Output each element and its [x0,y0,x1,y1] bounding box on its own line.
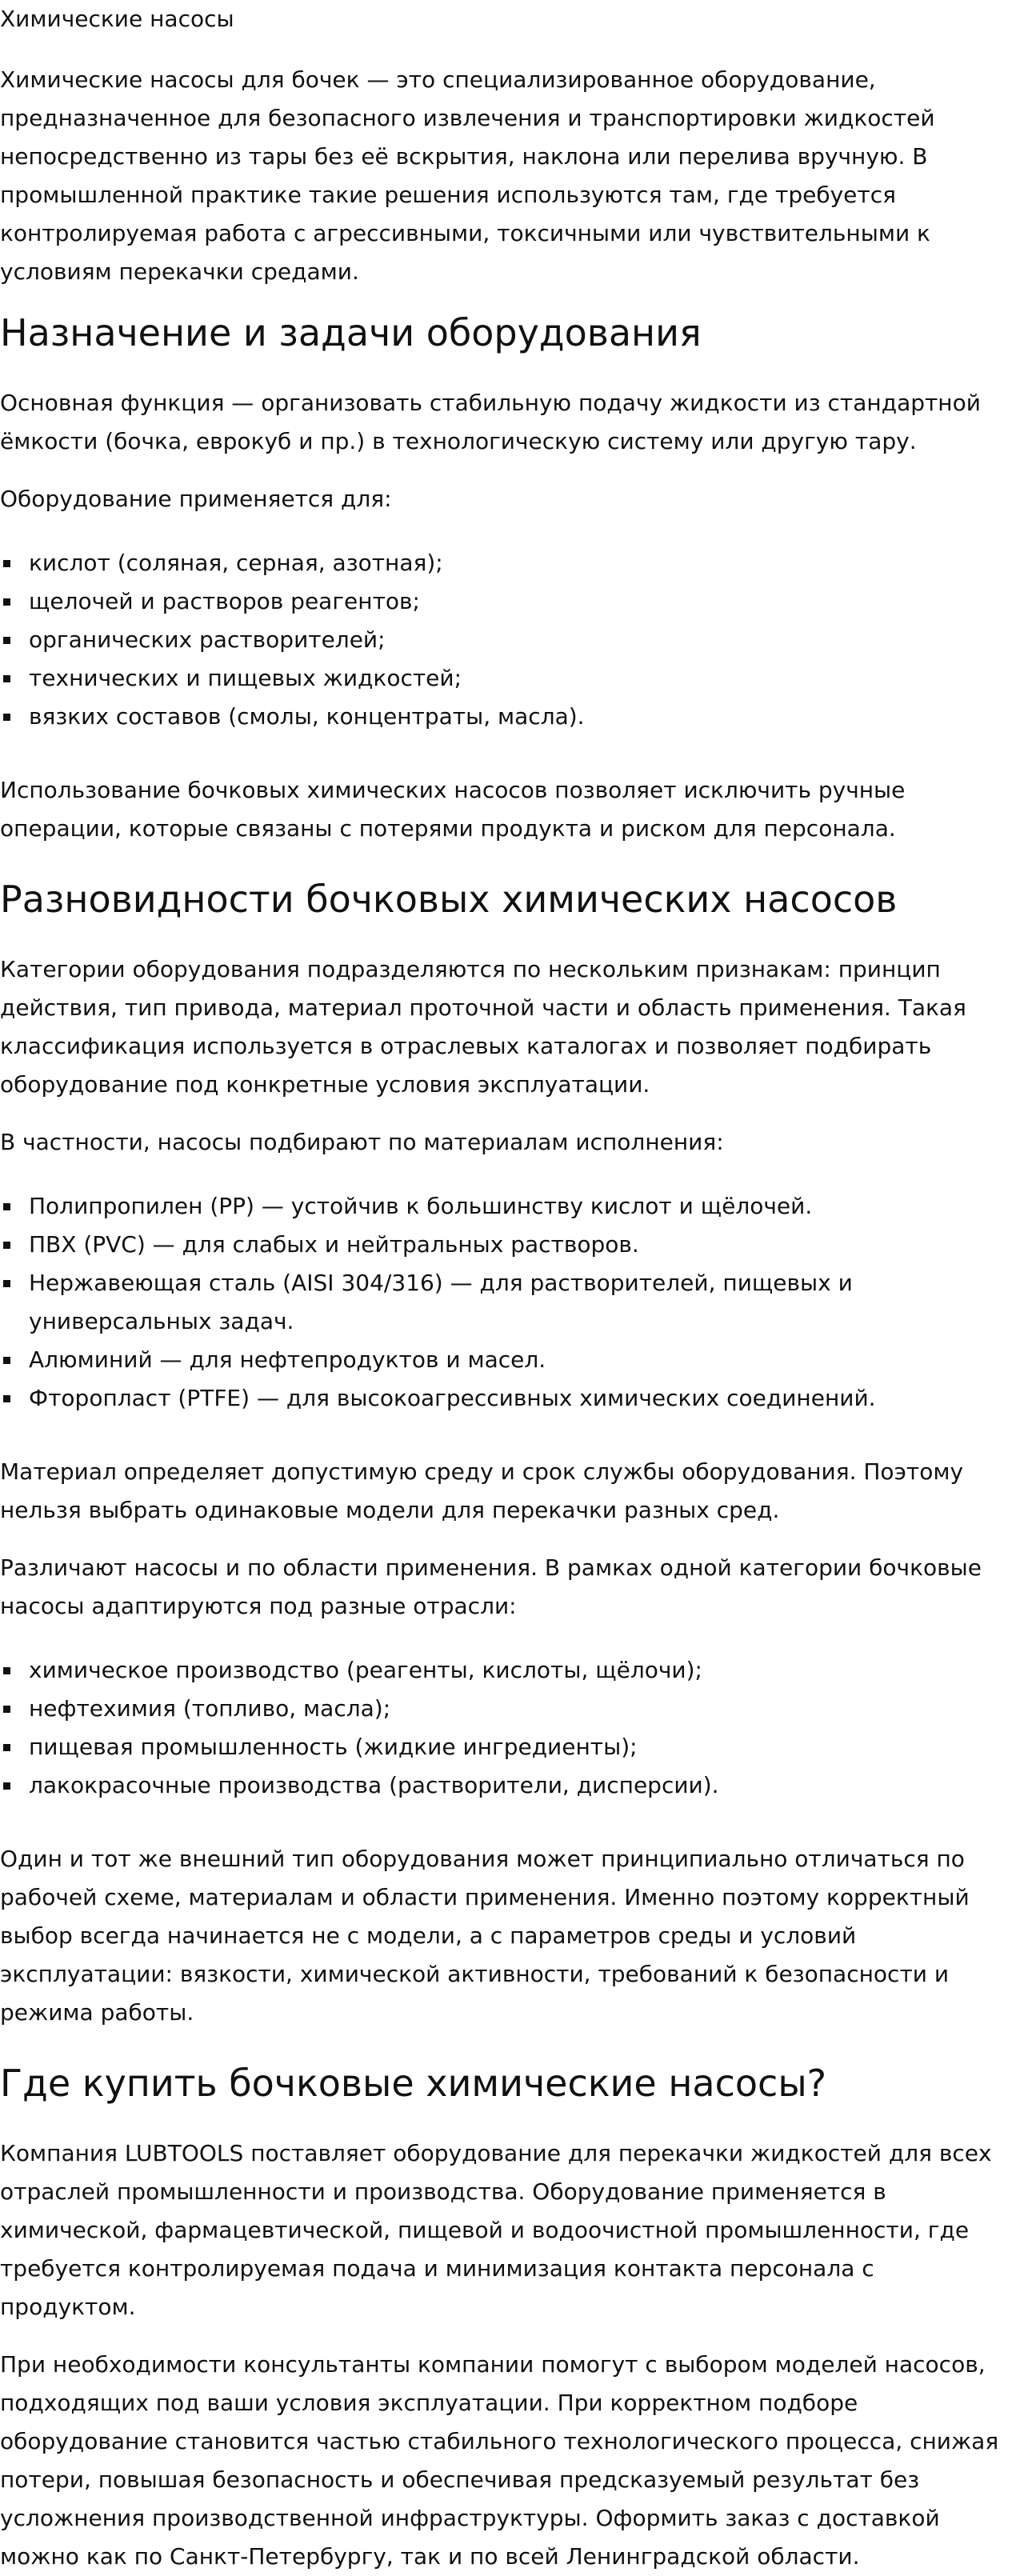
list-item: кислот (соляная, серная, азотная); [29,544,1011,582]
list-item: Фторопласт (PTFE) — для высокоагрессивных химических соединений. [29,1379,1011,1418]
list-item: лакокрасочные производства (растворители, дисперсии). [29,1766,1011,1805]
bullet-icon [3,1782,10,1790]
purpose-paragraph-1: Основная функция — организовать стабильную подачу жидкости из стандартной ёмкости (бочка, еврокуб и пр.) в технологическую систему или другую тару. [0,390,981,454]
bullet-icon [3,1706,10,1713]
bullet-icon [3,1203,10,1210]
list-item: технических и пищевых жидкостей; [29,659,1011,698]
buy-paragraph-2: При необходимости консультанты компании помогут с выбором моделей насосов, подходящих под ваши условия эксплуатации. При корректном подборе оборудование становится частью стабильного технологического процесса, снижая потери, повышая безопасность и обеспечивая предсказуемый результат без усложнения производственной инфраструктуры. Оформить заказ с доставкой можно как по Санкт-Петербургу, так и по всей Ленинградской области. [0,2351,999,2570]
bullet-icon [3,714,10,721]
section-heading-purpose: Назначение и задачи оборудования [0,311,702,354]
purpose-paragraph-3: Использование бочковых химических насосов позволяет исключить ручные операции, которые связаны с потерями продукта и риском для персонала. [0,777,906,842]
applications-list [0,544,1011,736]
bullet-icon [3,598,10,606]
list-item: Алюминий — для нефтепродуктов и масел. [29,1341,1011,1379]
list-item: вязких составов (смолы, концентраты, масла). [29,698,1011,736]
list-item: органических растворителей; [29,621,1011,659]
buy-paragraph-1: Компания LUBTOOLS поставляет оборудование для перекачки жидкостей для всех отраслей промышленности и производства. Оборудование применяется в химической, фармацевтической, пищевой и водоочистной промышленности, где требуется контролируемая подача и минимизация контакта персонала с продуктом. [0,2140,992,2320]
bullet-icon [3,675,10,682]
bullet-icon [3,1357,10,1364]
types-paragraph-3: Материал определяет допустимую среду и срок службы оборудования. Поэтому нельзя выбрать одинаковые модели для перекачки разных сред. [0,1458,964,1523]
list-item: Полипропилен (PP) — устойчив к большинству кислот и щёлочей. [29,1187,1011,1226]
list-item: пищевая промышленность (жидкие ингредиенты); [29,1728,1011,1766]
types-paragraph-2: В частности, насосы подбирают по материалам исполнения: [0,1129,724,1155]
bullet-icon [3,1395,10,1402]
list-item: Нержавеющая сталь (AISI 304/316) — для растворителей, пищевых и универсальных задач. [29,1264,1011,1341]
intro-paragraph: Химические насосы для бочек — это специализированное оборудование, предназначенное для безопасного извлечения и транспортировки жидкостей непосредственно из тары без её вскрытия, наклона или перелива вручную. В промышленной практике такие решения используются там, где требуется контролируемая работа с агрессивными, токсичными или чувствительными к условиям перекачки средами. [0,66,935,285]
list-item: щелочей и растворов реагентов; [29,582,1011,621]
bullet-icon [3,560,10,567]
types-paragraph-5: Один и тот же внешний тип оборудования может принципиально отличаться по рабочей схеме, материалам и области применения. Именно поэтому корректный выбор всегда начинается не с модели, а с параметров среды и условий эксплуатации: вязкости, химической активности, требований к безопасности и режима работы. [0,1846,970,2026]
list-item: химическое производство (реагенты, кислоты, щёлочи); [29,1651,1011,1690]
section-heading-where-to-buy: Где купить бочковые химические насосы? [0,2062,827,2105]
materials-list [0,1187,1011,1418]
list-item: ПВХ (PVC) — для слабых и нейтральных растворов. [29,1226,1011,1264]
industries-list [0,1651,1011,1805]
section-heading-types: Разновидности бочковых химических насосов [0,878,898,921]
types-paragraph-1: Категории оборудования подразделяются по нескольким признакам: принцип действия, тип привода, материал проточной части и область применения. Такая классификация используется в отраслевых каталогах и позволяет подбирать оборудование под конкретные условия эксплуатации. [0,956,966,1098]
page-title: Химические насосы [0,6,234,32]
bullet-icon [3,1667,10,1674]
bullet-icon [3,637,10,644]
types-paragraph-4: Различают насосы и по области применения. В рамках одной категории бочковые насосы адаптируются под разные отрасли: [0,1554,982,1619]
purpose-paragraph-2: Оборудование применяется для: [0,486,392,512]
bullet-icon [3,1242,10,1249]
bullet-icon [3,1744,10,1751]
bullet-icon [3,1280,10,1287]
list-item: нефтехимия (топливо, масла); [29,1690,1011,1728]
